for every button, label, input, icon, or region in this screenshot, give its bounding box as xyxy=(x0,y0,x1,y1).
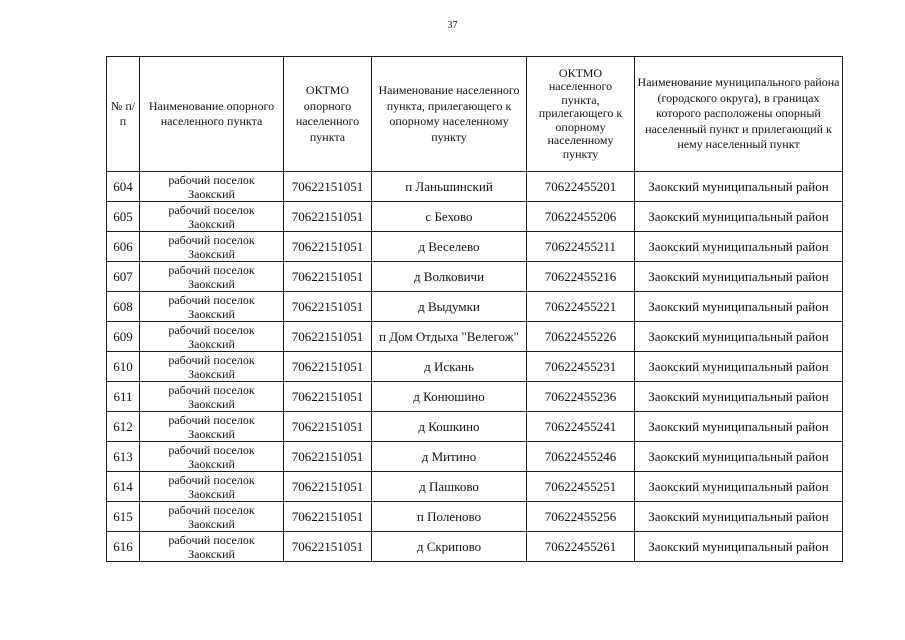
cell-adjacent-name: д Волковичи xyxy=(372,262,527,292)
cell-adjacent-name: д Кошкино xyxy=(372,412,527,442)
settlements-table xyxy=(106,56,843,562)
cell-district: Заокский муниципальный район xyxy=(635,412,843,442)
cell-num: 607 xyxy=(107,262,140,292)
table-row xyxy=(107,202,843,232)
cell-adjacent-oktmo: 70622455216 xyxy=(527,262,635,292)
cell-district: Заокский муниципальный район xyxy=(635,262,843,292)
cell-num: 614 xyxy=(107,472,140,502)
cell-hub-oktmo: 70622151051 xyxy=(284,262,372,292)
cell-hub-oktmo: 70622151051 xyxy=(284,412,372,442)
cell-adjacent-name: д Пашково xyxy=(372,472,527,502)
hub-name-line2: Заокский xyxy=(188,486,235,501)
cell-district: Заокский муниципальный район xyxy=(635,382,843,412)
cell-district: Заокский муниципальный район xyxy=(635,232,843,262)
cell-hub-name xyxy=(140,382,284,412)
cell-district: Заокский муниципальный район xyxy=(635,172,843,202)
hub-name-line1: рабочий поселок xyxy=(168,262,255,277)
cell-hub-oktmo: 70622151051 xyxy=(284,292,372,322)
cell-adjacent-name: д Искань xyxy=(372,352,527,382)
cell-adjacent-oktmo: 70622455226 xyxy=(527,322,635,352)
cell-district: Заокский муниципальный район xyxy=(635,202,843,232)
cell-hub-name xyxy=(140,262,284,292)
cell-adjacent-name: с Бехово xyxy=(372,202,527,232)
table-row xyxy=(107,262,843,292)
hub-name-line2: Заокский xyxy=(188,546,235,561)
table-row xyxy=(107,232,843,262)
hub-name-line1: рабочий поселок xyxy=(168,352,255,367)
cell-adjacent-name: д Выдумки xyxy=(372,292,527,322)
cell-adjacent-name: д Конюшино xyxy=(372,382,527,412)
cell-hub-name xyxy=(140,502,284,532)
cell-adjacent-name: п Ланьшинский xyxy=(372,172,527,202)
table-row xyxy=(107,412,843,442)
cell-adjacent-name: д Веселево xyxy=(372,232,527,262)
cell-hub-name xyxy=(140,472,284,502)
cell-hub-name xyxy=(140,172,284,202)
cell-hub-oktmo: 70622151051 xyxy=(284,352,372,382)
table-row xyxy=(107,532,843,562)
cell-num: 608 xyxy=(107,292,140,322)
table-row xyxy=(107,352,843,382)
hub-name-line1: рабочий поселок xyxy=(168,232,255,247)
cell-hub-oktmo: 70622151051 xyxy=(284,202,372,232)
hub-name-line1: рабочий поселок xyxy=(168,322,255,337)
cell-district: Заокский муниципальный район xyxy=(635,442,843,472)
cell-adjacent-oktmo: 70622455221 xyxy=(527,292,635,322)
cell-adjacent-oktmo: 70622455261 xyxy=(527,532,635,562)
table-row xyxy=(107,292,843,322)
hub-name-line1: рабочий поселок xyxy=(168,442,255,457)
cell-adjacent-oktmo: 70622455246 xyxy=(527,442,635,472)
hub-name-line2: Заокский xyxy=(188,276,235,291)
cell-hub-oktmo: 70622151051 xyxy=(284,532,372,562)
cell-adjacent-oktmo: 70622455251 xyxy=(527,472,635,502)
hub-name-line2: Заокский xyxy=(188,396,235,411)
hub-name-line2: Заокский xyxy=(188,336,235,351)
hub-name-line2: Заокский xyxy=(188,186,235,201)
cell-adjacent-oktmo: 70622455241 xyxy=(527,412,635,442)
cell-num: 612 xyxy=(107,412,140,442)
hub-name-line1: рабочий поселок xyxy=(168,472,255,487)
cell-num: 606 xyxy=(107,232,140,262)
cell-adjacent-oktmo: 70622455256 xyxy=(527,502,635,532)
hub-name-line1: рабочий поселок xyxy=(168,532,255,547)
cell-adjacent-name: д Скрипово xyxy=(372,532,527,562)
header-hub-oktmo: ОКТМО опорного населенного пункта xyxy=(284,57,372,172)
cell-hub-name xyxy=(140,322,284,352)
hub-name-line2: Заокский xyxy=(188,216,235,231)
hub-name-line1: рабочий поселок xyxy=(168,502,255,517)
cell-hub-oktmo: 70622151051 xyxy=(284,502,372,532)
cell-num: 610 xyxy=(107,352,140,382)
table-row xyxy=(107,502,843,532)
cell-hub-name xyxy=(140,532,284,562)
header-hub-name: Наименование опорного населенного пункта xyxy=(140,57,284,172)
cell-district: Заокский муниципальный район xyxy=(635,532,843,562)
header-num: № п/п xyxy=(107,57,140,172)
cell-district: Заокский муниципальный район xyxy=(635,322,843,352)
hub-name-line1: рабочий поселок xyxy=(168,412,255,427)
cell-district: Заокский муниципальный район xyxy=(635,292,843,322)
table-row xyxy=(107,382,843,412)
hub-name-line2: Заокский xyxy=(188,516,235,531)
cell-adjacent-oktmo: 70622455211 xyxy=(527,232,635,262)
cell-district: Заокский муниципальный район xyxy=(635,352,843,382)
cell-num: 605 xyxy=(107,202,140,232)
cell-adjacent-name: п Дом Отдыха "Велегож" xyxy=(372,322,527,352)
cell-adjacent-oktmo: 70622455236 xyxy=(527,382,635,412)
hub-name-line2: Заокский xyxy=(188,306,235,321)
hub-name-line1: рабочий поселок xyxy=(168,382,255,397)
cell-hub-oktmo: 70622151051 xyxy=(284,232,372,262)
cell-hub-name xyxy=(140,352,284,382)
table-row xyxy=(107,442,843,472)
cell-num: 615 xyxy=(107,502,140,532)
table-header xyxy=(107,57,843,172)
hub-name-line1: рабочий поселок xyxy=(168,292,255,307)
cell-num: 609 xyxy=(107,322,140,352)
cell-hub-oktmo: 70622151051 xyxy=(284,322,372,352)
cell-hub-name xyxy=(140,412,284,442)
cell-hub-oktmo: 70622151051 xyxy=(284,172,372,202)
header-row xyxy=(107,57,843,172)
cell-adjacent-oktmo: 70622455231 xyxy=(527,352,635,382)
cell-hub-name xyxy=(140,442,284,472)
hub-name-line2: Заокский xyxy=(188,456,235,471)
hub-name-line2: Заокский xyxy=(188,246,235,261)
header-adjacent-oktmo: ОКТМО населенного пункта, прилегающего к опорному населенному пункту xyxy=(527,57,635,172)
cell-hub-name xyxy=(140,202,284,232)
table-row xyxy=(107,472,843,502)
cell-hub-name xyxy=(140,232,284,262)
cell-adjacent-oktmo: 70622455206 xyxy=(527,202,635,232)
cell-hub-oktmo: 70622151051 xyxy=(284,442,372,472)
cell-adjacent-oktmo: 70622455201 xyxy=(527,172,635,202)
header-district: Наименование муниципального района (городского округа), в границах которого расположены опорный населенный пункт и прилегающий к нему населенный пункт xyxy=(635,57,843,172)
hub-name-line2: Заокский xyxy=(188,366,235,381)
cell-num: 616 xyxy=(107,532,140,562)
cell-district: Заокский муниципальный район xyxy=(635,502,843,532)
header-adjacent-name: Наименование населенного пункта, прилегающего к опорному населенному пункту xyxy=(372,57,527,172)
table-body xyxy=(107,172,843,562)
cell-num: 613 xyxy=(107,442,140,472)
hub-name-line1: рабочий поселок xyxy=(168,172,255,187)
cell-num: 604 xyxy=(107,172,140,202)
hub-name-line1: рабочий поселок xyxy=(168,202,255,217)
table-row xyxy=(107,322,843,352)
cell-num: 611 xyxy=(107,382,140,412)
page-number: 37 xyxy=(447,20,458,31)
cell-hub-oktmo: 70622151051 xyxy=(284,472,372,502)
cell-adjacent-name: п Поленово xyxy=(372,502,527,532)
table-row xyxy=(107,172,843,202)
cell-hub-name xyxy=(140,292,284,322)
cell-hub-oktmo: 70622151051 xyxy=(284,382,372,412)
cell-adjacent-name: д Митино xyxy=(372,442,527,472)
hub-name-line2: Заокский xyxy=(188,426,235,441)
cell-district: Заокский муниципальный район xyxy=(635,472,843,502)
